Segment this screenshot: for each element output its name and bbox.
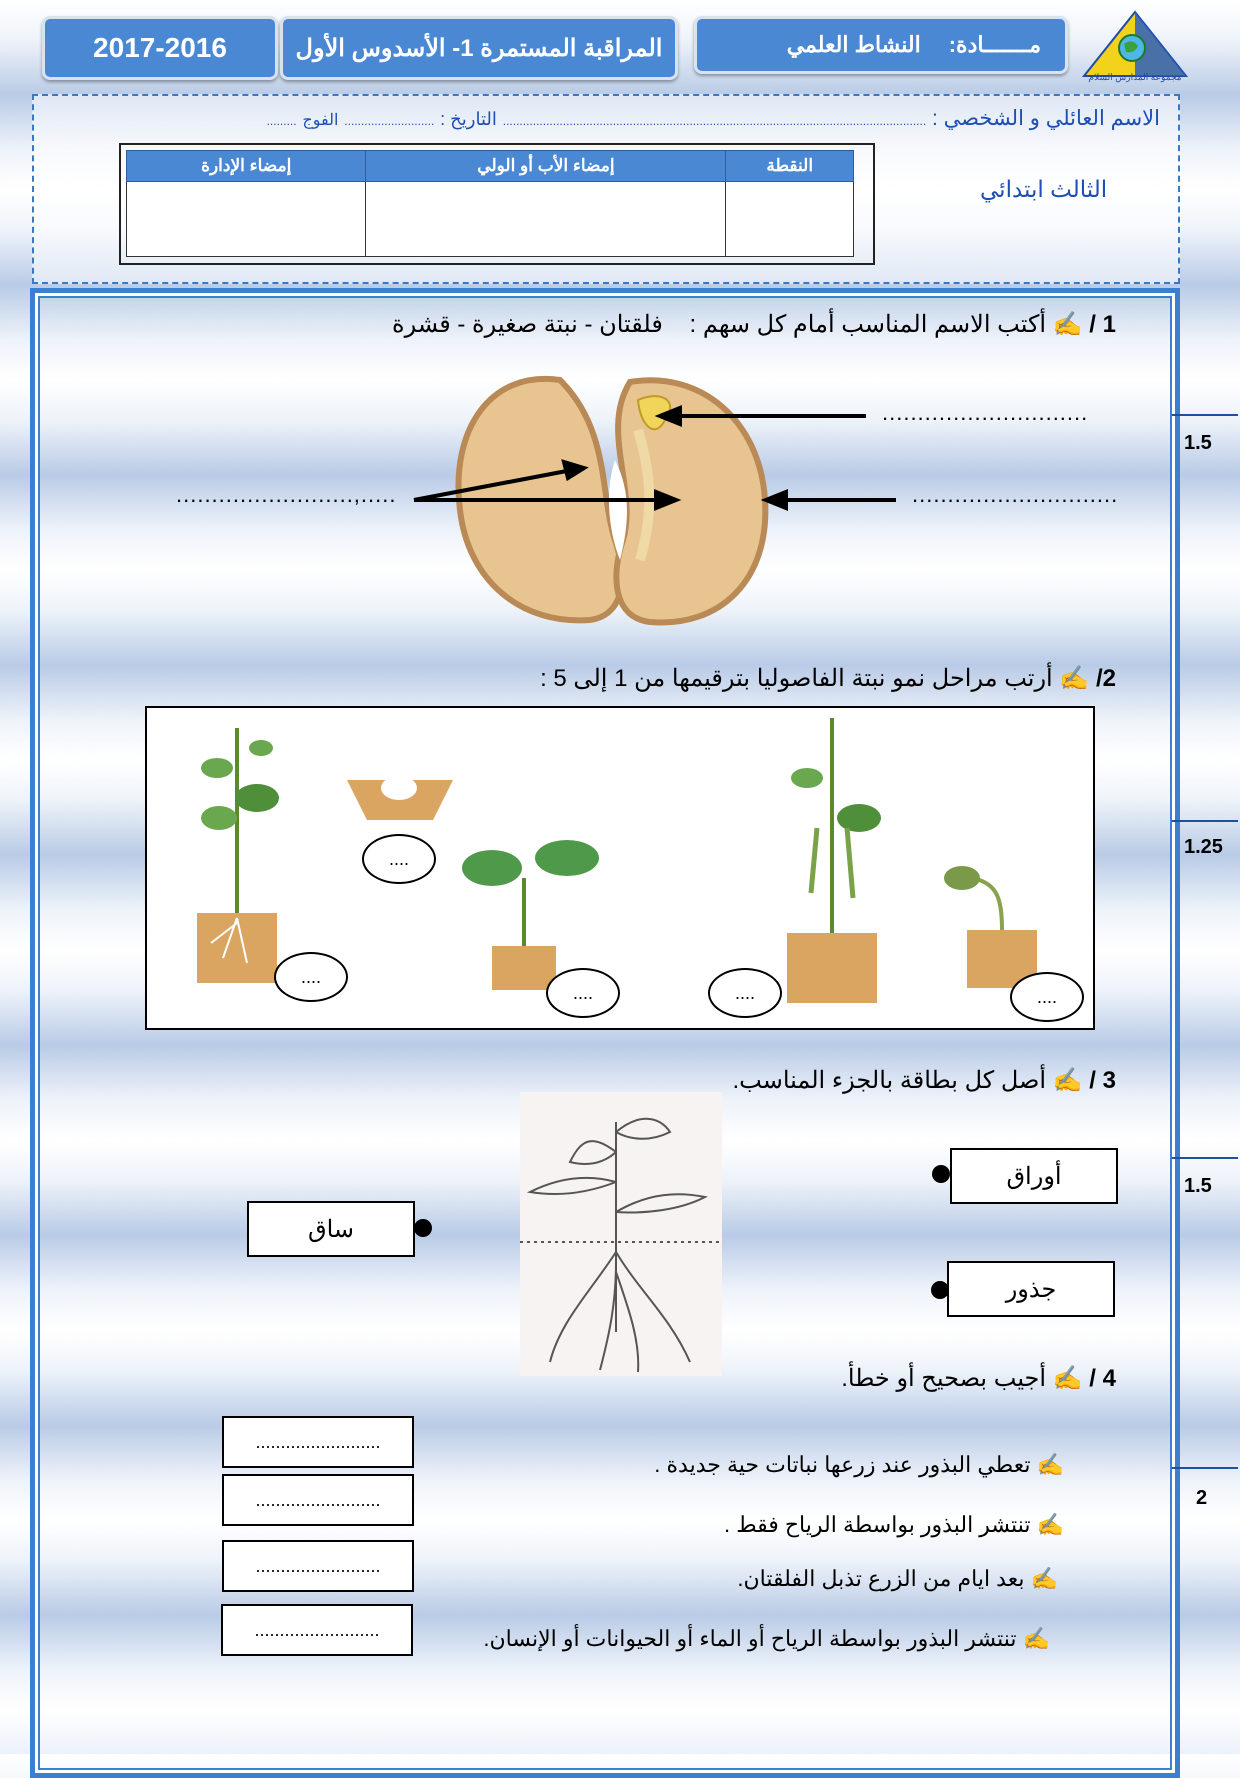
q3-score: 1.5 (1184, 1175, 1212, 1197)
statement-text: بعد ايام من الزرع تذبل الفلقتان. (737, 1566, 1025, 1591)
sign-cell-score[interactable] (726, 182, 854, 257)
statement-text: تنتشر البذور بواسطة الرياح أو الماء أو الحيوانات أو الإنسان. (483, 1626, 1017, 1651)
pencil-icon: ✍ (1052, 311, 1083, 338)
sign-header-parent: إمضاء الأب أو الولي (366, 151, 726, 182)
pencil-icon: ✍ (1030, 1566, 1058, 1591)
year-box (42, 16, 278, 80)
sign-header-score: النقطة (726, 151, 854, 182)
group-dots[interactable]: ......... (266, 114, 297, 128)
stage-number-oval[interactable]: .... (546, 968, 620, 1018)
score-divider-4 (1172, 1467, 1238, 1469)
statement-text: تعطي البذور عند زرعها نباتات حية جديدة . (654, 1452, 1031, 1477)
q2-instruction: أرتب مراحل نمو نبتة الفاصوليا بترقيمها من 1 إلى 5 : (540, 665, 1053, 692)
q4-heading (841, 1364, 1116, 1393)
answer-box-1[interactable]: ......................... (222, 1416, 414, 1468)
card-roots[interactable]: جذور (947, 1261, 1115, 1317)
stage-number-oval[interactable]: .... (362, 834, 436, 884)
q1-heading (392, 310, 1116, 339)
q2-heading (540, 664, 1116, 693)
sign-cell-admin[interactable] (127, 182, 366, 257)
subject-box (694, 16, 1068, 74)
subject-label: مـــــــادة: (948, 32, 1041, 57)
q4-number: 4 / (1089, 1365, 1116, 1392)
statement-4 (483, 1626, 1050, 1652)
q2-score: 1.25 (1184, 836, 1223, 858)
school-logo (1080, 10, 1190, 86)
group-label: الفوج (302, 112, 339, 129)
q1-instruction: أكتب الاسم المناسب أمام كل سهم : (689, 311, 1047, 338)
statement-3 (737, 1566, 1058, 1592)
connect-dot-roots[interactable] (931, 1281, 949, 1299)
q3-heading (732, 1066, 1116, 1095)
statement-2 (724, 1512, 1064, 1538)
score-divider-2 (1172, 820, 1238, 822)
answer-box-2[interactable]: ......................... (222, 1474, 414, 1526)
statement-1 (654, 1452, 1064, 1478)
connect-dot-stem[interactable] (414, 1219, 432, 1237)
stage-number-oval[interactable]: .... (1010, 972, 1084, 1022)
subject-value: النشاط العلمي (786, 32, 921, 57)
sign-table (126, 150, 854, 257)
grade-level: الثالث ابتدائي (980, 176, 1108, 202)
name-line (267, 106, 1160, 131)
pencil-icon: ✍ (1052, 1365, 1083, 1392)
name-label: الاسم العائلي و الشخصي : (932, 107, 1160, 130)
stage-number-oval[interactable]: .... (274, 952, 348, 1002)
sign-header-admin: إمضاء الإدارة (127, 151, 366, 182)
pencil-icon: ✍ (1036, 1452, 1064, 1477)
answer-box-4[interactable]: ......................... (221, 1604, 413, 1656)
score-divider-1 (1172, 414, 1238, 416)
card-leaves[interactable]: أوراق (950, 1148, 1118, 1204)
stage-number-oval[interactable]: .... (708, 968, 782, 1018)
pencil-icon: ✍ (1022, 1626, 1050, 1651)
date-label: التاريخ : (440, 109, 497, 129)
card-stem[interactable]: ساق (247, 1201, 415, 1257)
name-dots[interactable]: ............................................................................................................................... (502, 114, 927, 128)
pencil-icon: ✍ (1052, 1067, 1083, 1094)
date-dots[interactable]: ........................... (344, 114, 435, 128)
pencil-icon: ✍ (1059, 665, 1090, 692)
answer-box-3[interactable]: ......................... (222, 1540, 414, 1592)
q3-number: 3 / (1089, 1067, 1116, 1094)
score-divider-3 (1172, 1157, 1238, 1159)
q1-answer-top-right[interactable]: ............................. (882, 400, 1089, 425)
sign-cell-parent[interactable] (366, 182, 726, 257)
plant-parts-drawing (520, 1092, 722, 1376)
q1-number: 1 / (1089, 311, 1116, 338)
q4-score: 2 (1196, 1487, 1208, 1509)
q2-number: 2/ (1095, 665, 1116, 692)
pencil-icon: ✍ (1036, 1512, 1064, 1537)
exam-title-box (280, 16, 678, 80)
year-text: 2017-2016 (93, 32, 227, 63)
q3-instruction: أصل كل بطاقة بالجزء المناسب. (732, 1067, 1047, 1094)
q1-score: 1.5 (1184, 432, 1212, 454)
q4-instruction: أجيب بصحيح أو خطأ. (841, 1365, 1047, 1392)
connect-dot-leaves[interactable] (932, 1165, 950, 1183)
exam-title: المراقبة المستمرة 1- الأسدوس الأول (295, 34, 663, 62)
q1-word-list: فلقتان - نبتة صغيرة - قشرة (392, 311, 663, 338)
q1-answer-left[interactable]: .........................,..... (176, 482, 397, 507)
logo-caption: مجموعة المدارس السلام (1088, 72, 1182, 82)
statement-text: تنتشر البذور بواسطة الرياح فقط . (723, 1512, 1031, 1537)
q1-answer-mid-right[interactable]: ............................. (912, 482, 1119, 507)
